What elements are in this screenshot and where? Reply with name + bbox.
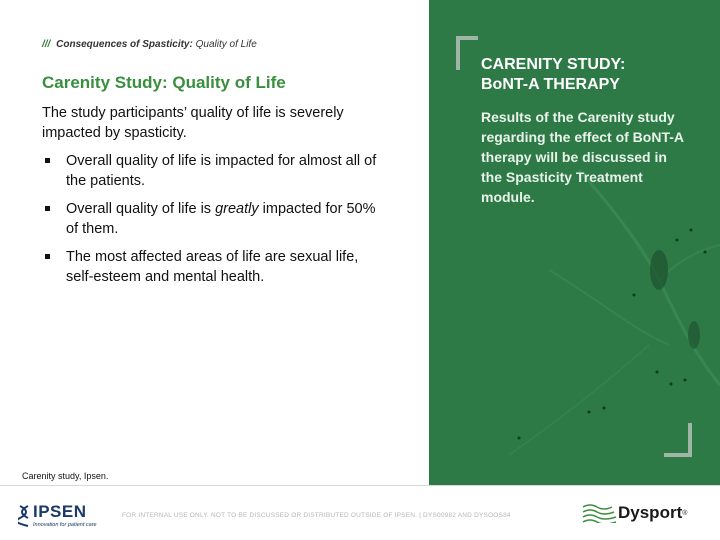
corner-bracket-bottom-right [664, 423, 692, 457]
page-title: Carenity Study: Quality of Life [42, 73, 286, 92]
ipsen-helix-icon [18, 505, 30, 527]
ipsen-wordmark: IPSEN [33, 502, 87, 521]
bullet-emphasis: greatly [215, 201, 259, 217]
breadcrumb-prefix: /// [42, 39, 51, 50]
bullet-text: Overall quality of life is impacted for almost all of the patients. [66, 153, 377, 189]
footer [0, 485, 720, 540]
bullet-item-1 [42, 151, 387, 191]
disclaimer: FOR INTERNAL USE ONLY. NOT TO BE DISCUSSED OR DISTRIBUTED OUTSIDE OF IPSEN. | DYS00982 AND DYSOOS84 [122, 512, 511, 519]
ipsen-tagline: Innovation for patient care [33, 522, 97, 528]
bullet-text: Overall quality of life is [66, 201, 216, 217]
breadcrumb [42, 39, 257, 50]
sidebar-title [481, 55, 701, 95]
breadcrumb-page: Quality of Life [195, 39, 257, 50]
bullet-square-icon [45, 206, 50, 211]
dysport-wave-icon [582, 503, 618, 523]
bullet-square-icon [45, 158, 50, 163]
bullet-square-icon [45, 254, 50, 259]
breadcrumb-section: Consequences of Spasticity: [56, 39, 193, 50]
dysport-wordmark: Dysport [618, 503, 683, 522]
sidebar-text: Results of the Carenity study regarding the effect of BoNT-A therapy will be discussed in the Spasticity Treatment module. [481, 109, 684, 205]
dysport-logo [582, 503, 687, 523]
bullet-item-2 [42, 199, 387, 239]
dysport-registered-mark: ® [682, 509, 688, 517]
sidebar-title-line-2: BoNT-A THERAPY [481, 76, 620, 93]
bullet-item-3 [42, 247, 387, 287]
ipsen-logo [18, 504, 97, 528]
footnote: Carenity study, Ipsen. [22, 471, 109, 481]
intro-text: The study participants’ quality of life is severely impacted by spasticity. [42, 105, 344, 141]
corner-bracket-top-left [456, 36, 478, 70]
bullet-text: The most affected areas of life are sexual life, self-esteem and mental health. [66, 249, 359, 285]
sidebar-title-line-1: CARENITY STUDY: [481, 56, 626, 73]
bullet-list [42, 151, 387, 295]
bullet-text-end: impacted for 50% of them. [66, 201, 376, 237]
sidebar-panel [429, 0, 720, 485]
